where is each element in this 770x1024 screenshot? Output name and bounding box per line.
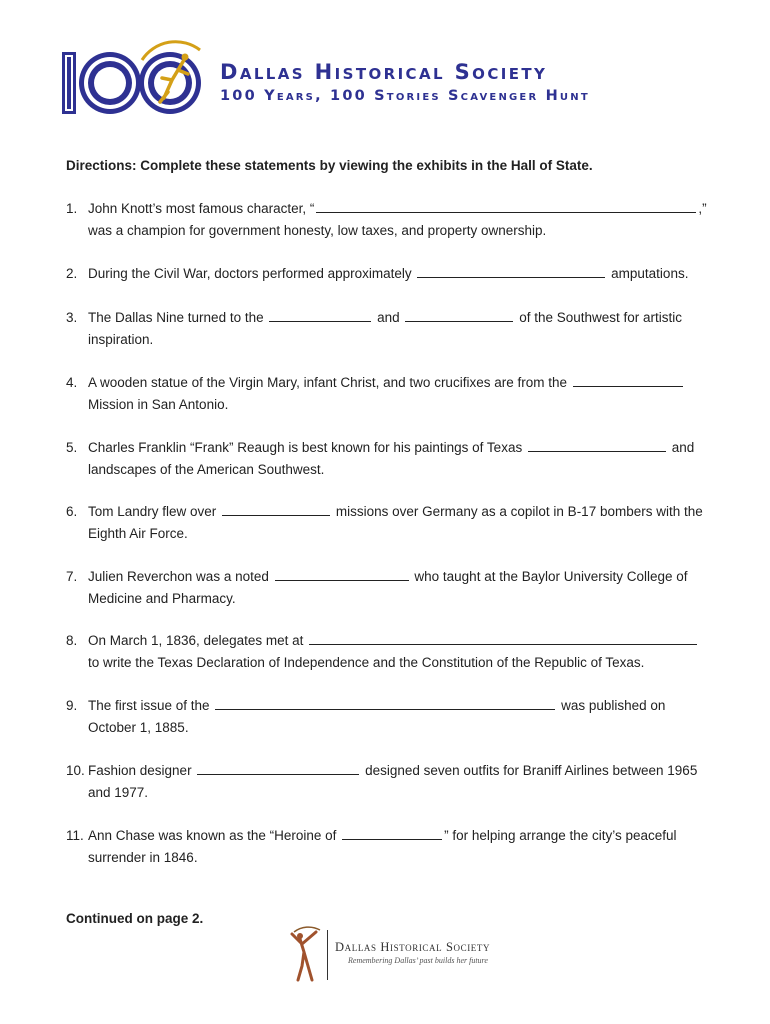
question-number: 8. (66, 633, 78, 648)
footer-divider (327, 930, 328, 980)
directions: Directions: Complete these statements by viewing the exhibits in the Hall of State. (66, 158, 593, 173)
question-1: 1. John Knott’s most famous character, “ ,” was a champion for government honesty, low taxes, and property ownership. (66, 198, 706, 241)
society-title: Dallas Historical Society (220, 60, 548, 84)
answer-blank[interactable] (405, 308, 513, 322)
question-number: 11. (66, 828, 84, 843)
footer-society-name: Dallas Historical Society (335, 940, 491, 954)
question-number: 2. (66, 266, 78, 281)
continued-note: Continued on page 2. (66, 911, 204, 926)
header (60, 40, 700, 120)
question-3: 3. The Dallas Nine turned to the and of the Southwest for artistic inspiration. (66, 307, 706, 350)
question-2: 2. During the Civil War, doctors performed approximately amputations. (66, 263, 706, 285)
question-4: 4. A wooden statue of the Virgin Mary, infant Christ, and two crucifixes are from the Mission in San Antonio. (66, 372, 706, 415)
answer-blank[interactable] (215, 696, 555, 710)
question-number: 3. (66, 310, 78, 325)
question-number: 5. (66, 440, 78, 455)
answer-blank[interactable] (222, 502, 330, 516)
question-5: 5. Charles Franklin “Frank” Reaugh is best known for his paintings of Texas and landscapes of the American Southwest. (66, 437, 706, 480)
question-7: 7. Julien Reverchon was a noted who taught at the Baylor University College of Medicine and Pharmacy. (66, 566, 706, 609)
question-number: 6. (66, 504, 78, 519)
centennial-logo (60, 40, 210, 120)
answer-blank[interactable] (269, 308, 371, 322)
question-6: 6. Tom Landry flew over missions over Germany as a copilot in B-17 bombers with the Eighth Air Force. (66, 501, 706, 544)
answer-blank[interactable] (417, 264, 605, 278)
archer-statue-icon (286, 926, 326, 982)
scavenger-hunt-subtitle: 100 Years, 100 Stories Scavenger Hunt (220, 88, 590, 104)
answer-blank[interactable] (316, 199, 696, 213)
footer-tagline: Remembering Dallas’ past builds her future (348, 956, 488, 965)
answer-blank[interactable] (275, 567, 409, 581)
question-number: 9. (66, 698, 78, 713)
question-number: 4. (66, 375, 78, 390)
question-9: 9. The first issue of the was published on October 1, 1885. (66, 695, 706, 738)
answer-blank[interactable] (197, 761, 359, 775)
answer-blank[interactable] (342, 826, 442, 840)
question-10: 10. Fashion designer designed seven outfits for Braniff Airlines between 1965 and 1977. (66, 760, 706, 803)
question-number: 10. (66, 763, 85, 778)
question-8: 8. On March 1, 1836, delegates met at to write the Texas Declaration of Independence and the Constitution of the Republic of Texas. (66, 630, 706, 673)
answer-blank[interactable] (309, 631, 697, 645)
question-number: 1. (66, 201, 78, 216)
question-number: 7. (66, 569, 78, 584)
answer-blank[interactable] (573, 373, 683, 387)
answer-blank[interactable] (528, 438, 666, 452)
question-11: 11. Ann Chase was known as the “Heroine of ” for helping arrange the city’s peaceful surrender in 1846. (66, 825, 706, 868)
